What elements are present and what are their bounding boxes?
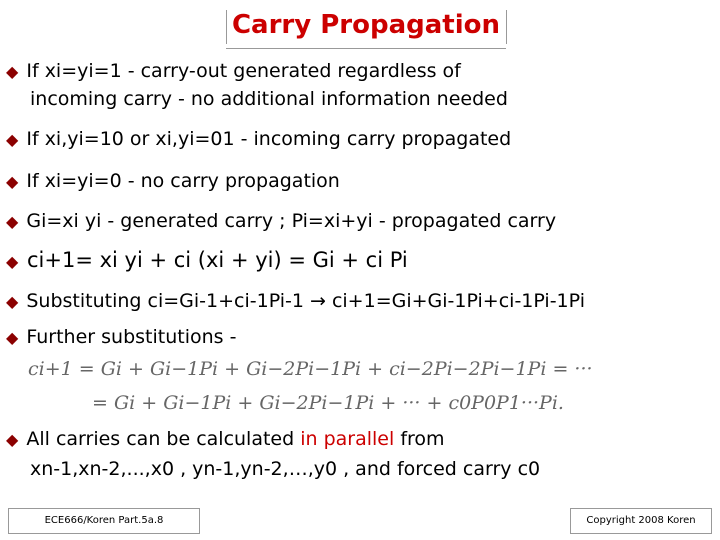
bullet-further [6,326,706,348]
equation-row-2: = Gi + Gi−1Pi + Gi−2Pi−1Pi + ··· + c0P0P1···Pi. [92,392,564,414]
bullet-generated-cont [30,88,720,110]
bullet-propagated [6,128,706,150]
highlight-in-parallel: in parallel [300,428,395,450]
bullet-text: If xi,yi=10 or xi,yi=01 - incoming carry propagated [26,128,512,150]
title-underline [226,48,506,49]
diamond-bullet-icon: ◆ [6,292,19,311]
equation-block [20,352,710,424]
bullet-text-end: from [400,428,445,450]
bullet-text: Substituting ci=Gi-1+ci-1Pi-1 → ci+1=Gi+Gi-1Pi+ci-1Pi-1Pi [26,290,585,312]
diamond-bullet-icon: ◆ [6,130,19,149]
bullet-definitions [6,210,706,232]
bullet-text: All carries can be calculated [26,428,295,450]
bullet-text: incoming carry - no additional information needed [30,88,508,110]
bullet-parallel-cont [30,458,720,480]
bullet-text: If xi=yi=1 - carry-out generated regardless of [26,60,461,82]
bullet-generated [6,60,706,82]
bullet-carry-equation [6,248,706,272]
title-right-divider [506,10,507,44]
diamond-bullet-icon: ◆ [6,252,19,271]
diamond-bullet-icon: ◆ [6,328,19,347]
bullet-text: Gi=xi yi - generated carry ; Pi=xi+yi - propagated carry [26,210,557,232]
diamond-bullet-icon: ◆ [6,62,19,81]
bullet-text: xn-1,xn-2,...,x0 , yn-1,yn-2,…,y0 , and forced carry c0 [30,458,541,480]
bullet-text: Further substitutions - [26,326,237,348]
bullet-text: ci+1= xi yi + ci (xi + yi) = Gi + ci Pi [27,248,408,272]
diamond-bullet-icon: ◆ [6,172,19,191]
bullet-substituting [6,290,706,312]
bullet-text: If xi=yi=0 - no carry propagation [26,170,340,192]
footer-course-label: ECE666/Koren Part.5a.8 [8,508,200,534]
slide-title: Carry Propagation [231,10,501,40]
footer-copyright: Copyright 2008 Koren [570,508,712,534]
bullet-no-propagation [6,170,706,192]
equation-row-1: ci+1 = Gi + Gi−1Pi + Gi−2Pi−1Pi + ci−2Pi−2Pi−1Pi = ··· [28,358,593,380]
diamond-bullet-icon: ◆ [6,430,19,449]
diamond-bullet-icon: ◆ [6,212,19,231]
bullet-parallel [6,428,706,450]
